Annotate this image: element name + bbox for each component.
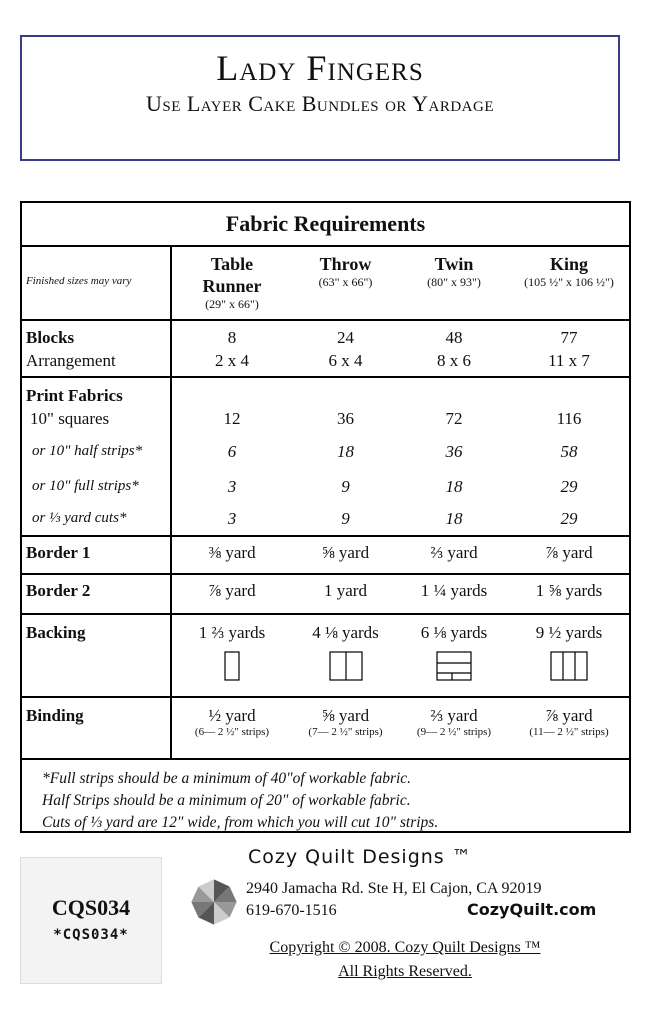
- binding-strips: (7— 2 ½" strips): [308, 726, 383, 738]
- border1-label: Border 1: [26, 543, 91, 562]
- blocks-row: [22, 321, 629, 378]
- size-king: [509, 247, 629, 319]
- size-table-runner: [172, 247, 292, 319]
- border2-row: [22, 575, 629, 615]
- half-strips-value: 6: [227, 442, 237, 461]
- binding-value: ⅝ yard: [321, 706, 370, 725]
- backing-value: 6 ⅛ yards: [420, 623, 488, 642]
- half-strips-label: or 10" half strips*: [32, 443, 143, 459]
- half-strips-value: 36: [445, 442, 463, 461]
- size-name: King: [549, 254, 588, 274]
- backing-value: 1 ⅔ yards: [198, 623, 266, 642]
- backing-pieced-panel-icon: [436, 651, 472, 681]
- blocks-label: Blocks: [26, 328, 75, 347]
- arrangement-value: 6 x 4: [328, 351, 363, 370]
- full-strips-value: 3: [227, 477, 237, 496]
- squares-value: 12: [223, 409, 241, 428]
- backing-row: [22, 615, 629, 698]
- squares-value: 72: [445, 409, 463, 428]
- blocks-value: 24: [337, 328, 354, 347]
- size-twin: [399, 247, 509, 319]
- size-name: Table: [210, 254, 254, 274]
- product-code: CQS034: [51, 895, 131, 920]
- third-yard-value: 29: [560, 509, 578, 528]
- border2-value: 1 yard: [324, 581, 367, 600]
- print-fabrics-row: [22, 378, 629, 537]
- phone: 619-670-1516: [246, 902, 337, 919]
- size-name-line2: Runner: [202, 276, 262, 296]
- backing-one-panel-icon: [224, 651, 240, 681]
- blocks-value: 48: [445, 328, 463, 347]
- product-code-box: [20, 857, 162, 984]
- pattern-title: Lady Fingers: [216, 48, 424, 88]
- half-strips-value: 58: [560, 442, 578, 461]
- size-dims: (80" x 93"): [427, 275, 481, 289]
- size-header-row: [22, 247, 629, 321]
- full-strips-value: 9: [341, 477, 350, 496]
- third-yard-value: 3: [227, 509, 237, 528]
- size-dims: (105 ½" x 106 ½"): [524, 275, 614, 289]
- border2-value: ⅞ yard: [208, 581, 256, 600]
- size-throw: [292, 247, 399, 319]
- size-name: Throw: [319, 254, 372, 274]
- border1-value: ⅞ yard: [545, 543, 593, 562]
- fabric-requirements-table: [20, 201, 631, 833]
- size-dims: (63" x 66"): [318, 275, 373, 289]
- copyright: Copyright © 2008. Cozy Quilt Designs ™: [269, 939, 541, 956]
- backing-label: Backing: [26, 623, 86, 642]
- binding-value: ½ yard: [208, 706, 256, 725]
- barcode-text: *CQS034*: [53, 927, 129, 943]
- address: 2940 Jamacha Rd. Ste H, El Cajon, CA 92019: [246, 880, 542, 897]
- full-strips-value: 29: [560, 477, 578, 496]
- arrangement-value: 2 x 4: [215, 351, 249, 370]
- binding-strips: (11— 2 ½" strips): [529, 726, 609, 738]
- border1-row: [22, 537, 629, 575]
- border1-value: ⅔ yard: [430, 543, 478, 562]
- pattern-subtitle: Use Layer Cake Bundles or Yardage: [145, 91, 495, 116]
- table-heading: Fabric Requirements: [22, 203, 629, 247]
- backing-three-panel-icon: [550, 651, 588, 681]
- full-strips-label: or 10" full strips*: [32, 478, 139, 494]
- border1-value: ⅝ yard: [321, 543, 370, 562]
- blocks-value: 8: [227, 328, 237, 347]
- backing-value: 4 ⅛ yards: [312, 623, 379, 642]
- binding-strips: (9— 2 ½" strips): [416, 726, 492, 738]
- backing-two-panel-icon: [329, 651, 363, 681]
- backing-value: 9 ½ yards: [535, 623, 603, 642]
- footnote: *Full strips should be a minimum of 40"of workable fabric.: [42, 770, 412, 787]
- binding-strips: (6— 2 ½" strips): [194, 726, 270, 738]
- squares-label: 10" squares: [30, 409, 110, 428]
- border2-value: 1 ¼ yards: [420, 581, 488, 600]
- squares-value: 116: [556, 409, 582, 428]
- title-box: [20, 35, 620, 161]
- arrangement-label: Arrangement: [26, 351, 116, 370]
- size-note: Finished sizes may vary: [26, 275, 132, 287]
- rights: All Rights Reserved.: [338, 963, 472, 980]
- size-dims: (29" x 66"): [205, 297, 259, 311]
- binding-value: ⅔ yard: [430, 706, 478, 725]
- squares-value: 36: [337, 409, 354, 428]
- full-strips-value: 18: [445, 477, 463, 496]
- footnote: Half Strips should be a minimum of 20" of workable fabric.: [42, 792, 411, 809]
- border2-label: Border 2: [26, 581, 91, 600]
- copyright-block: [235, 936, 575, 984]
- third-yard-label: or ⅓ yard cuts*: [32, 510, 127, 526]
- arrangement-value: 11 x 7: [548, 351, 590, 370]
- third-yard-value: 9: [341, 509, 350, 528]
- print-fabrics-label: Print Fabrics: [26, 386, 123, 405]
- border2-value: 1 ⅝ yards: [535, 581, 603, 600]
- border1-value: ⅜ yard: [208, 543, 256, 562]
- blocks-value: 77: [560, 328, 578, 347]
- binding-label: Binding: [26, 706, 84, 725]
- footnote: Cuts of ⅓ yard are 12" wide, from which you will cut 10" strips.: [42, 814, 439, 831]
- size-name: Twin: [434, 254, 474, 274]
- brand-name: Cozy Quilt Designs ™: [248, 846, 472, 868]
- binding-value: ⅞ yard: [545, 706, 593, 725]
- table-footnotes: [22, 760, 629, 842]
- third-yard-value: 18: [445, 509, 463, 528]
- half-strips-value: 18: [337, 442, 354, 461]
- arrangement-value: 8 x 6: [437, 351, 471, 370]
- binding-row: [22, 698, 629, 760]
- website: CozyQuilt.com: [467, 900, 597, 919]
- pinwheel-logo-icon: [186, 874, 242, 930]
